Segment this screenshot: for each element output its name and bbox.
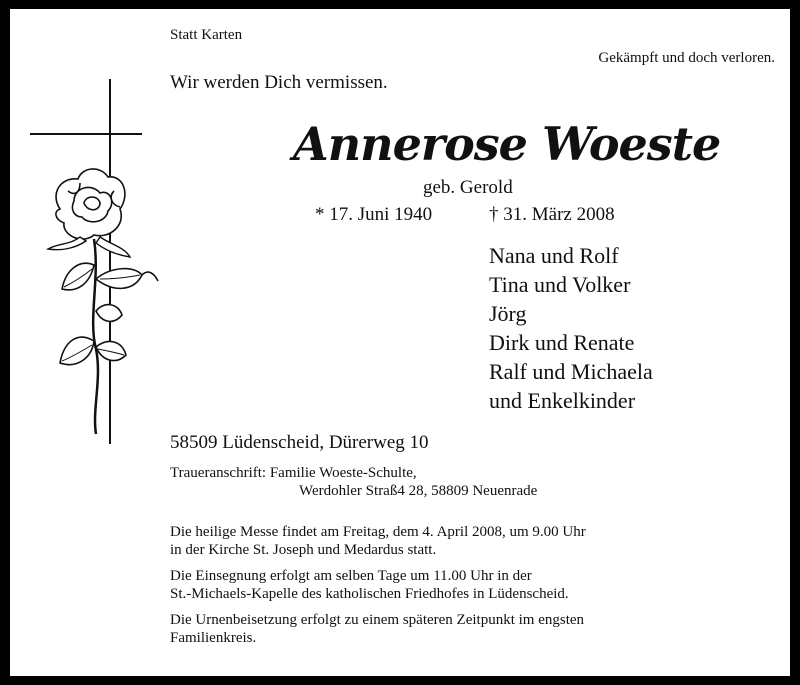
quote: Gekämpft und doch verloren. bbox=[598, 50, 775, 66]
mourning-address-line-1: Traueranschrift: Familie Woeste-Schulte, bbox=[170, 465, 417, 481]
mourning-address-line-2: Werdohler Straß4 28, 58809 Neuenrade bbox=[299, 483, 538, 499]
cross-with-rose-icon bbox=[30, 79, 160, 444]
relatives-list bbox=[489, 241, 653, 415]
maiden-name: geb. Gerold bbox=[423, 177, 513, 198]
relative-entry: Dirk und Renate bbox=[489, 330, 635, 355]
relative-entry: und Enkelkinder bbox=[489, 388, 636, 413]
blessing-notice-line-2: St.-Michaels-Kapelle des katholischen Friedhofes in Lüdenscheid. bbox=[170, 586, 569, 602]
blessing-notice-line-1: Die Einsegnung erfolgt am selben Tage um 11.00 Uhr in der bbox=[170, 568, 532, 584]
home-address: 58509 Lüdenscheid, Dürerweg 10 bbox=[170, 432, 429, 453]
relative-entry: Tina und Volker bbox=[489, 272, 631, 297]
farewell-line: Wir werden Dich vermissen. bbox=[170, 72, 388, 93]
relative-entry: Jörg bbox=[489, 301, 527, 326]
mass-notice-line-1: Die heilige Messe findet am Freitag, dem 4. April 2008, um 9.00 Uhr bbox=[170, 524, 586, 540]
death-date: † 31. März 2008 bbox=[489, 204, 615, 225]
obituary-card bbox=[10, 9, 790, 676]
mass-notice-line-2: in der Kirche St. Joseph und Medardus statt. bbox=[170, 542, 437, 558]
urn-notice-line-1: Die Urnenbeisetzung erfolgt zu einem späteren Zeitpunkt im engsten bbox=[170, 612, 585, 628]
relative-entry: Nana und Rolf bbox=[489, 243, 619, 268]
birth-date: * 17. Juni 1940 bbox=[315, 204, 433, 225]
relative-entry: Ralf und Michaela bbox=[489, 359, 653, 384]
urn-notice-line-2: Familienkreis. bbox=[170, 630, 257, 646]
statt-karten-note: Statt Karten bbox=[170, 27, 243, 43]
deceased-name: Annerose Woeste bbox=[293, 117, 721, 171]
